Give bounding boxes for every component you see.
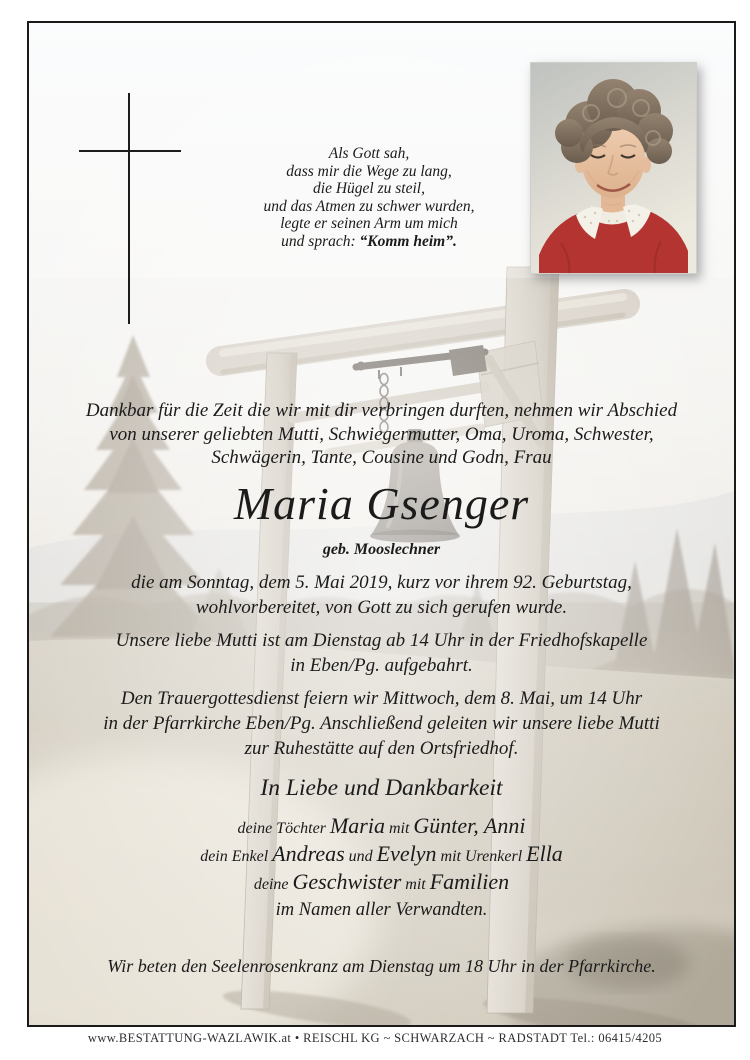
text-line: und sprach: “Komm heim”. <box>281 232 457 250</box>
text-line: wohlvorbereitet, von Gott zu sich gerufen wurde. <box>195 597 568 618</box>
funeral-paragraph <box>29 686 734 761</box>
text-line: die am Sonntag, dem 5. Mai 2019, kurz vor ihrem 92. Geburtstag, <box>131 572 632 593</box>
text-line: Als Gott sah, <box>328 145 410 162</box>
deceased-name: Maria Gsenger <box>233 478 530 529</box>
mourner-line: deine Töchter Maria mit Günter, Anni <box>237 813 526 838</box>
text-line: Dankbar für die Zeit die wir mit dir verbringen durften, nehmen wir Abschied <box>85 400 678 421</box>
obituary-card <box>27 21 736 1027</box>
verse-emphasis: “Komm heim”. <box>359 232 457 250</box>
text-line: Unsere liebe Mutti ist am Dienstag ab 14 Uhr in der Friedhofskapelle <box>115 630 648 651</box>
funeral-home-footer: www.BESTATTUNG-WAZLAWIK.at • REISCHL KG ~ SCHWARZACH ~ RADSTADT Tel.: 06415/4205 <box>87 1031 663 1045</box>
rosary-note: Wir beten den Seelenrosenkranz am Dienstag um 18 Uhr in der Pfarrkirche. <box>107 956 656 976</box>
text-line: zur Ruhestätte auf den Ortsfriedhof. <box>244 738 519 759</box>
portrait-photo <box>530 62 697 274</box>
closing-line: In Liebe und Dankbarkeit <box>260 775 503 801</box>
text-line: in Eben/Pg. aufgebahrt. <box>290 655 473 676</box>
text-line: die Hügel zu steil, <box>313 180 425 198</box>
text-line: in der Pfarrkirche Eben/Pg. Anschließend geleiten wir unsere liebe Mutti <box>103 713 660 734</box>
mourner-line: dein Enkel Andreas und Evelyn mit Urenkerl Ella <box>200 841 563 866</box>
mourners-list <box>29 812 734 924</box>
portrait-woman <box>531 63 696 273</box>
maiden-name: geb. Mooslechner <box>322 541 441 558</box>
text-line: von unserer geliebten Mutti, Schwiegermutter, Oma, Uroma, Schwester, <box>109 423 654 445</box>
intro-paragraph <box>29 399 734 470</box>
laying-out-paragraph <box>29 628 734 678</box>
memorial-verse <box>199 145 539 251</box>
text-line: Den Trauergottesdienst feiern wir Mittwoch, dem 8. Mai, um 14 Uhr <box>120 688 643 709</box>
text-line: legte er seinen Arm um mich <box>280 215 458 233</box>
mourner-line: im Namen aller Verwandten. <box>275 900 488 920</box>
text-line: Schwägerin, Tante, Cousine und Godn, Frau <box>211 447 552 468</box>
death-paragraph <box>29 570 734 620</box>
text-line: dass mir die Wege zu lang, <box>286 162 452 180</box>
mourner-line: deine Geschwister mit Familien <box>253 869 510 894</box>
text-line: und das Atmen zu schwer wurden, <box>263 197 475 215</box>
